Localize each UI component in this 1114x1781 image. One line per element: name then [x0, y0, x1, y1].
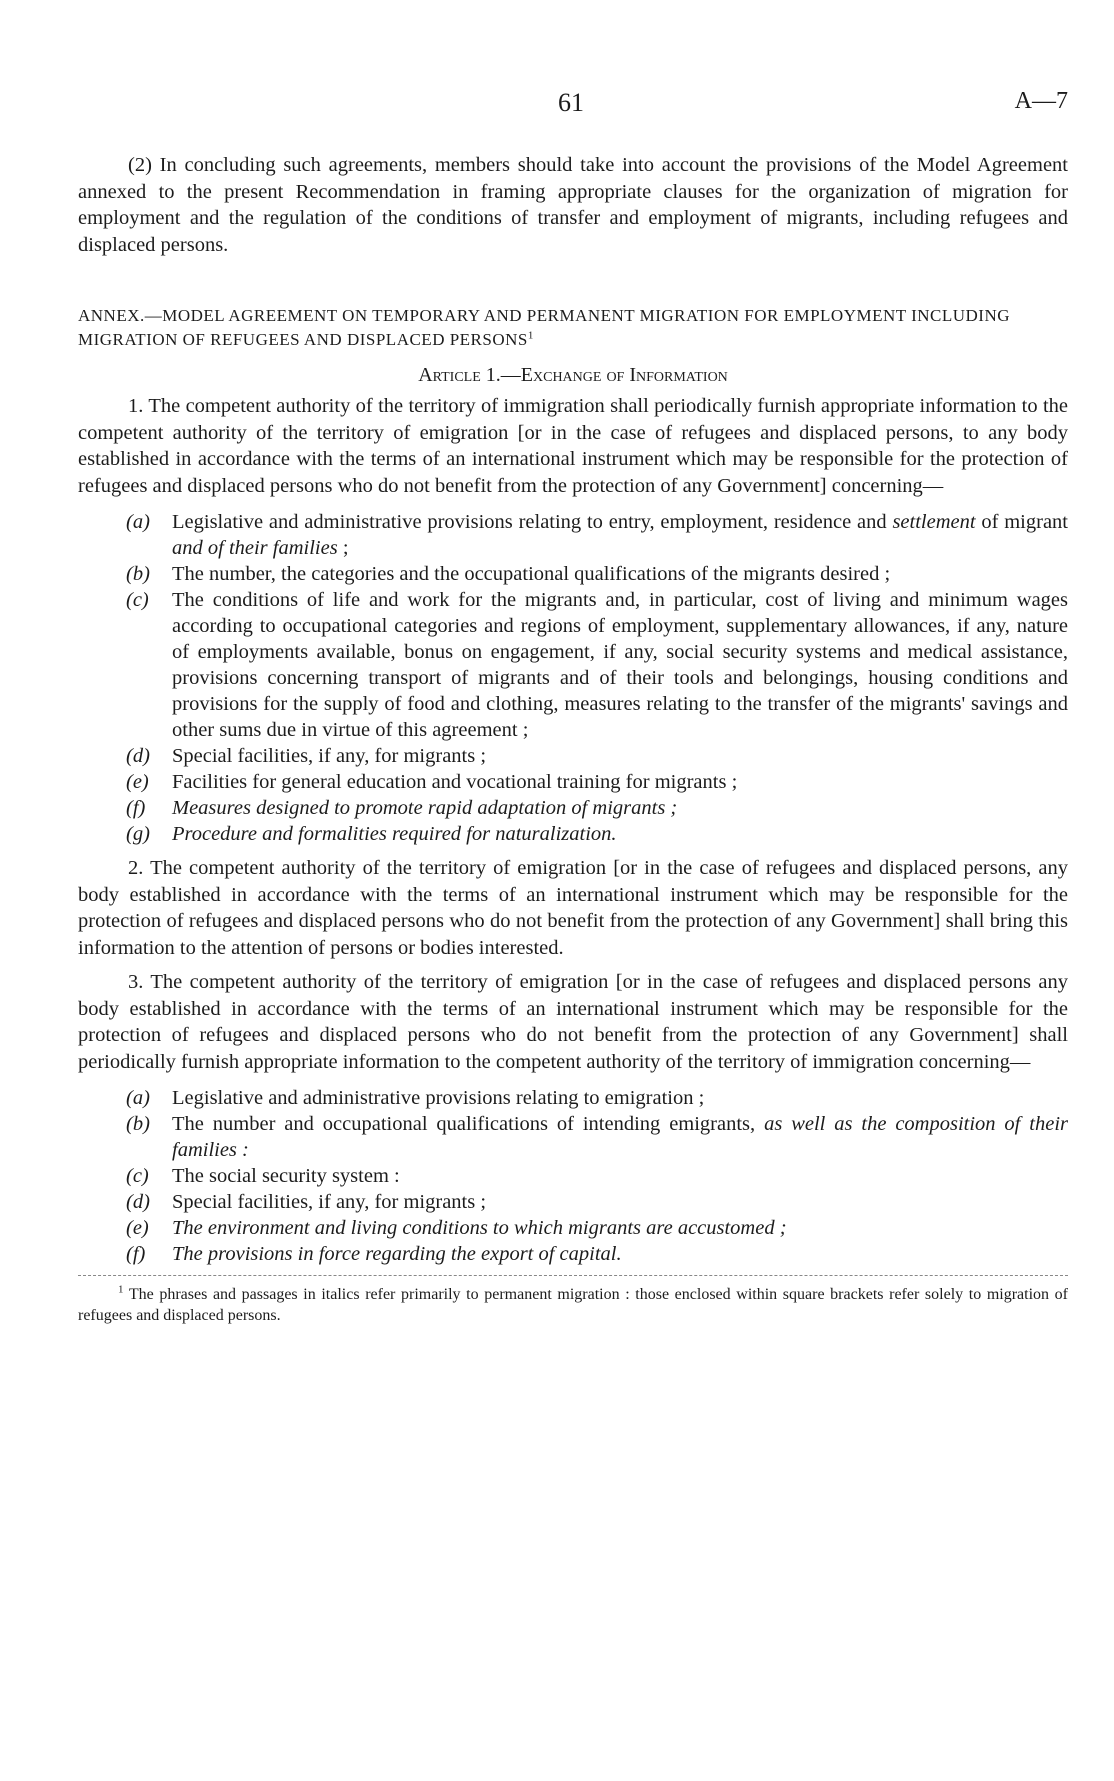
list-item-label: (d) [126, 1191, 150, 1213]
list-item-text: The provisions in force regarding the export of capital. [172, 1243, 622, 1265]
list-item-text: Special facilities, if any, for migrants ; [172, 745, 487, 767]
list-item-label: (b) [126, 1113, 150, 1135]
list-item [126, 561, 1068, 587]
list-item-label: (e) [126, 771, 149, 793]
list-item-label: (d) [126, 745, 150, 767]
footnote-reference: 1 [527, 329, 534, 342]
footnote-divider [78, 1275, 1068, 1276]
document-code: A—7 [1014, 88, 1068, 114]
list-item [126, 509, 1068, 561]
paragraph-1 [78, 393, 1068, 499]
list-item [126, 743, 1068, 769]
list-item-text: Procedure and formalities required for naturalization. [172, 823, 617, 845]
list-item [126, 1189, 1068, 1215]
paragraph-text: The competent authority of the territory of emigration [or in the case of refugees and displaced persons any body established in accordance with the terms of an international instrument which may be responsible for the protection of refugees and displaced persons who do not benefit from the protection of any Government] shall periodically furnish appropriate information to the competent authority of the territory of immigration concerning— [78, 971, 1068, 1073]
list-item-label: (b) [126, 563, 150, 585]
list-item-text: Special facilities, if any, for migrants ; [172, 1191, 487, 1213]
list-item-text: The social security system : [172, 1165, 400, 1187]
list-item-text: Measures designed to promote rapid adaptation of migrants ; [172, 797, 678, 819]
paragraph-number: 3. [128, 971, 144, 993]
page-header [78, 88, 1068, 128]
list-item-text: The number, the categories and the occupational qualifications of the migrants desired ; [172, 563, 891, 585]
annex-title-text: ANNEX.—MODEL AGREEMENT ON TEMPORARY AND PERMANENT MIGRATION FOR EMPLOYMENT INCLUDING MIGRATION OF REFUGEES AND DISPLACED PERSONS [78, 306, 1011, 349]
paragraph-number: 2. [128, 857, 144, 879]
list-item-label: (f) [126, 797, 146, 819]
list-item [126, 769, 1068, 795]
list-item [126, 1241, 1068, 1267]
paragraph-1-list [78, 509, 1068, 847]
list-item-text: Legislative and administrative provisions relating to entry, employment, residence and settlement of migrant and of their families ; [172, 511, 1068, 559]
paragraph-text: The competent authority of the territory of emigration [or in the case of refugees and displaced persons, any body established in accordance with the terms of an international instrument which may be responsible for the protection of refugees and displaced persons who do not benefit from the protection of any Government] shall bring this information to the attention of persons or bodies interested. [78, 857, 1068, 959]
list-item-label: (f) [126, 1243, 146, 1265]
list-item-label: (c) [126, 1165, 149, 1187]
list-item-text: Legislative and administrative provisions relating to emigration ; [172, 1087, 705, 1109]
intro-number: (2) [128, 154, 152, 176]
list-item-label: (c) [126, 589, 149, 611]
list-item-text: The conditions of life and work for the migrants and, in particular, cost of living and minimum wages according to occupational categories and regions of employment, supplementary allowances, if any, nature of employments available, bonus on engagement, if any, social security systems and medical assistance, provisions concerning transport of migrants and of their tools and belongings, housing conditions and provisions for the supply of food and clothing, measures relating to the transfer of the migrants' savings and other sums due in virtue of this agreement ; [172, 589, 1068, 741]
paragraph-text: The competent authority of the territory of immigration shall periodically furnish appropriate information to the competent authority of the territory of emigration [or in the case of refugees and displaced persons, to any body established in accordance with the terms of an international instrument which may be responsible for the protection of refugees and displaced persons who do not benefit from the protection of any Government] concerning— [78, 395, 1068, 497]
paragraph-number: 1. [128, 395, 144, 417]
document-page [78, 88, 1068, 1326]
list-item [126, 1163, 1068, 1189]
list-item [126, 1215, 1068, 1241]
list-item-text: The environment and living conditions to which migrants are accustomed ; [172, 1217, 787, 1239]
footnote [78, 1284, 1068, 1326]
list-item-text: Facilities for general education and vocational training for migrants ; [172, 771, 738, 793]
intro-text: In concluding such agreements, members should take into account the provisions of the Model Agreement annexed to the present Recommendation in framing appropriate clauses for the organization of migration for employment and the regulation of the conditions of transfer and employment of migrants, including refugees and displaced persons. [78, 154, 1068, 256]
list-item-label: (g) [126, 823, 150, 845]
list-item [126, 821, 1068, 847]
article-title: Article 1.—Exchange of Information [418, 364, 728, 386]
intro-paragraph [78, 152, 1068, 258]
list-item [126, 1111, 1068, 1163]
paragraph-2 [78, 855, 1068, 961]
list-item [126, 795, 1068, 821]
list-item-label: (a) [126, 1087, 150, 1109]
list-item-label: (e) [126, 1217, 149, 1239]
list-item [126, 587, 1068, 743]
paragraph-3-list [78, 1085, 1068, 1267]
footnote-text: The phrases and passages in italics refer primarily to permanent migration : those enclosed within square brackets refer solely to migration of refugees and displaced persons. [78, 1286, 1069, 1324]
page-number: 61 [558, 88, 584, 117]
list-item-text: The number and occupational qualifications of intending emigrants, as well as the composition of their families : [172, 1113, 1068, 1161]
list-item [126, 1085, 1068, 1111]
paragraph-3 [78, 969, 1068, 1075]
annex-title [78, 304, 1068, 352]
footnote-mark: 1 [118, 1283, 124, 1296]
list-item-label: (a) [126, 511, 150, 533]
